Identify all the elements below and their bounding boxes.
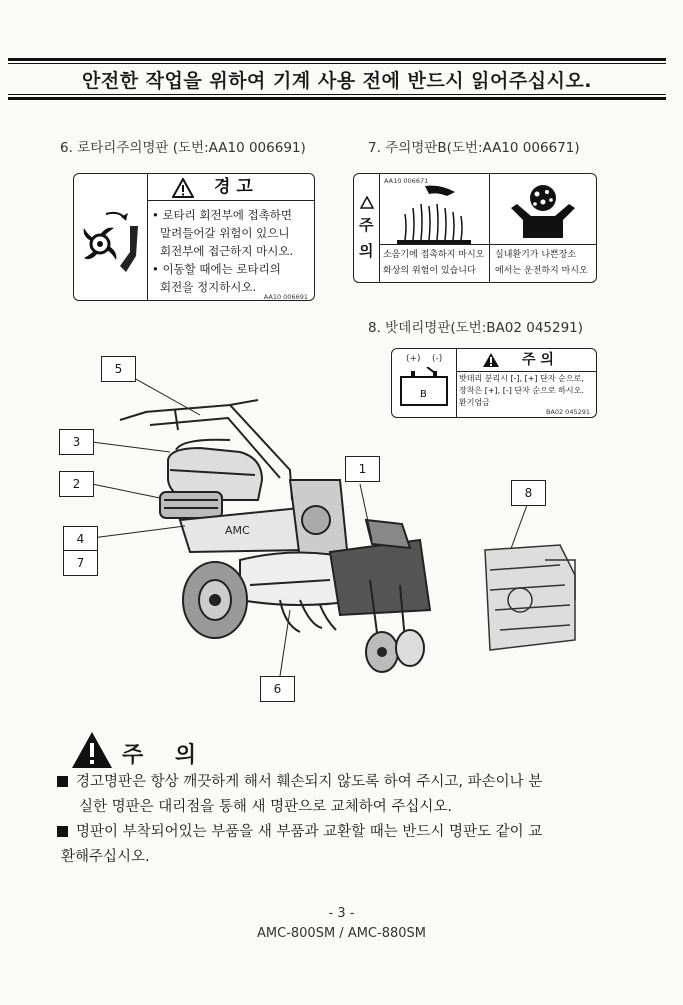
plate-8-line-3: 환기엄금 [459,398,490,407]
plate-7-code: AA10 006671 [384,177,429,185]
plate-8-header: 주 의 [522,352,554,368]
bullet-square [57,826,68,837]
caution-item-1 [57,770,617,820]
caution-item-2 [57,820,617,870]
plate-8-code: BA02 045291 [545,408,590,416]
battery-label: B [420,389,427,400]
plate-7-left-line-1: 소음기에 접촉하지 마시오 [383,250,485,260]
plate-6-code: AA10 006691 [263,293,308,301]
plate-8-line-1: 밧데리 분리시 [-], [+] 단자 순으로, [459,374,584,383]
callout-4: 4 [63,526,98,552]
plate-8-caption: 8. 밧데리명판(도번:BA02 045291) [368,320,584,336]
caution-item-2-line-2: 환해주십시오. [61,849,150,865]
page-title: 안전한 작업을 위하여 기계 사용 전에 반드시 읽어주십시오. [81,70,593,92]
caution-item-1-line-1: 경고명판은 항상 깨끗하게 해서 훼손되지 않도록 하여 주시고, 파손이나 분 [76,774,543,790]
plate-6-line-1: • 로타리 회전부에 접촉하면 [152,208,292,222]
plate-6-caption: 6. 로타리주의명판 (도번:AA10 006691) [60,140,306,156]
callout-5: 5 [101,356,136,382]
plate-6-line-4: • 이동할 때에는 로타리의 [152,262,281,276]
callout-1: 1 [345,456,380,482]
page-number: - 3 - [328,906,355,921]
caution-item-1-line-2: 실한 명판은 대리점을 통해 새 명판으로 교체하여 주십시오. [79,799,453,815]
model-name: AMC-800SM / AMC-880SM [257,926,426,941]
plate-6-header: 경 고 [214,177,253,197]
callout-6: 6 [260,676,295,702]
svg-text:AMC: AMC [225,524,250,537]
plate-6-line-3: 회전부에 접근하지 마시오. [160,244,294,258]
battery-plus-label: (+) [406,354,421,364]
plate-6-line-2: 말려들어갈 위험이 있으니 [160,226,290,240]
callout-3: 3 [59,429,94,455]
plate-7-side-char-1: 주 [359,216,374,234]
plate-8-line-2: 장착은 [+], [-] 단자 순으로 하시오. [459,386,584,395]
plate-7-side-char-2: 의 [359,242,374,260]
plate-6-line-5: 회전을 정지하시오. [160,280,257,294]
caution-title: 주 의 [122,743,209,768]
bullet-square [57,776,68,787]
plate-7-left-line-2: 화상의 위험이 있습니다 [383,266,476,276]
battery-minus-label: (-) [432,354,443,364]
callout-2: 2 [59,471,94,497]
caution-warning-triangle-icon [70,730,114,770]
caution-item-2-line-1: 명판이 부착되어있는 부품을 새 부품과 교환할 때는 반드시 명판도 같이 교 [76,824,543,840]
plate-7-right-line-1: 실내환기가 나쁜장소 [495,250,577,260]
plate-7-caption: 7. 주의명판B(도번:AA10 006671) [368,140,580,156]
callout-7: 7 [63,550,98,576]
plate-7-right-line-2: 에서는 운전하지 마시오 [495,266,588,276]
callout-8: 8 [511,480,546,506]
